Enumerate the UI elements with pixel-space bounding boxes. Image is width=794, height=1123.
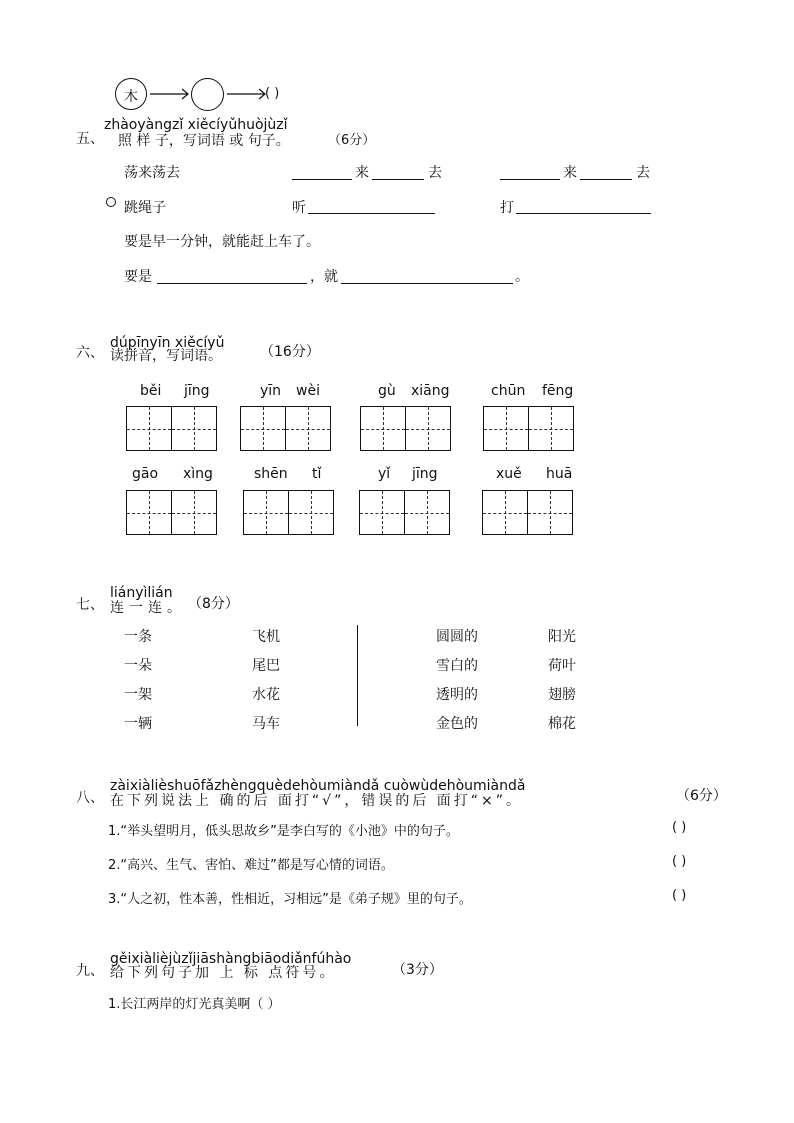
pinyin-word2-a: yīn (260, 383, 282, 399)
s5-blank-2a[interactable] (308, 213, 435, 214)
s5-blank-1a[interactable] (292, 179, 352, 180)
pinyin-word8-b: huā (546, 466, 573, 482)
s9-score: （3分） (392, 962, 443, 978)
s5-title: 照 样 子，写词语 或 句子。 (118, 133, 290, 149)
s5-lai-2: 来 (563, 165, 577, 181)
s7-leftb-4: 马车 (252, 716, 280, 732)
s8-item-1: 1.“举头望明月，低头思故乡”是李白写的《小池》中的句子。 (108, 824, 459, 839)
pinyin-word1-b: jīng (184, 383, 210, 399)
s8-pinyin: zàixiàlièshuōfǎzhèngquèdehòumiàndǎ cuòwùdehòumiàndǎ (110, 778, 526, 794)
s5-blank-1b[interactable] (372, 179, 424, 180)
arrow-2 (227, 88, 269, 100)
s7-left-3: 一架 (124, 687, 152, 703)
s8-paren-3[interactable]: ( ) (672, 888, 687, 903)
s7-left-4: 一辆 (124, 716, 152, 732)
writing-grid-shenti[interactable] (243, 490, 335, 535)
s7-score: （8分） (188, 596, 239, 612)
s5-blank-1c[interactable] (500, 179, 560, 180)
s7-right-1: 圆圆的 (436, 629, 478, 645)
s9-item-1: 1.长江两岸的灯光真美啊（ ） (108, 997, 281, 1012)
s6-pinyin: dúpīnyīn xiěcíyǔ (110, 335, 225, 351)
s5-score: （6分） (328, 133, 376, 148)
s7-right-3: 透明的 (436, 687, 478, 703)
s6-title: 读拼音，写词语。 (110, 348, 222, 364)
s8-item-2: 2.“高兴、生气、害怕、难过”都是写心情的词语。 (108, 858, 394, 873)
s5-period: 。 (515, 269, 529, 285)
s5-qu-2: 去 (636, 165, 650, 181)
writing-grid-xuehua[interactable] (482, 490, 574, 535)
s7-leftb-3: 水花 (252, 687, 280, 703)
pinyin-word3-a: gù (378, 383, 396, 399)
pinyin-word4-b: fēng (542, 383, 574, 399)
s9-pinyin: gěixiàlièjùzǐjiāshàngbiāodiǎnfúhào (110, 951, 352, 967)
bullet-circle (106, 197, 116, 207)
s7-leftb-1: 飞机 (252, 629, 280, 645)
writing-grid-yijing[interactable] (359, 490, 451, 535)
s7-rightb-3: 翅膀 (548, 687, 576, 703)
answer-paren[interactable]: ( ) (265, 86, 280, 101)
writing-grid-chunfeng[interactable] (483, 406, 575, 451)
s5-ting: 听 (292, 200, 306, 216)
s7-title: 连一连。 (110, 600, 186, 616)
s5-example-3: 要是早一分钟，就能赶上车了。 (124, 234, 320, 250)
s8-paren-1[interactable]: ( ) (672, 820, 687, 835)
arrow-1 (150, 88, 192, 100)
s7-rightb-2: 荷叶 (548, 658, 576, 674)
writing-grid-yinwei[interactable] (240, 406, 332, 451)
s5-number: 五、 (76, 131, 104, 147)
circle-mu-char: 木 (124, 89, 138, 105)
s7-right-2: 雪白的 (436, 658, 478, 674)
pinyin-word6-a: shēn (254, 466, 288, 482)
circle-blank[interactable] (191, 78, 224, 111)
s5-blank-1d[interactable] (580, 179, 632, 180)
s7-right-4: 金色的 (436, 716, 478, 732)
s5-example-1: 荡来荡去 (124, 165, 180, 181)
s5-blank-2b[interactable] (516, 213, 651, 214)
writing-grid-gaoxing[interactable] (126, 490, 218, 535)
s8-item-3: 3.“人之初，性本善，性相近，习相远”是《弟子规》里的句子。 (108, 892, 472, 907)
s5-example-2: 跳绳子 (124, 200, 166, 216)
s7-number: 七、 (76, 597, 104, 613)
pinyin-word1-a: běi (140, 383, 162, 399)
writing-grid-beijing[interactable] (126, 406, 218, 451)
s5-yaoshi: 要是 (124, 269, 152, 285)
s7-pinyin: liányìlián (110, 585, 173, 601)
s5-blank-4b[interactable] (341, 283, 513, 284)
s7-left-2: 一朵 (124, 658, 152, 674)
s9-title: 给下列句子加 上 标 点符号。 (110, 965, 337, 981)
s5-qu-1: 去 (428, 165, 442, 181)
s9-number: 九、 (76, 963, 104, 979)
s5-lai-1: 来 (355, 165, 369, 181)
s8-number: 八、 (76, 790, 104, 806)
s8-score: （6分） (676, 788, 727, 804)
pinyin-word7-b: jīng (412, 466, 438, 482)
pinyin-word2-b: wèi (296, 383, 320, 399)
pinyin-word8-a: xuě (496, 466, 522, 482)
s5-da: 打 (500, 200, 514, 216)
s7-divider (357, 625, 358, 726)
s8-title: 在下列说法上 确的后 面打“√”，错误的后 面打“×”。 (110, 793, 524, 809)
s5-blank-4a[interactable] (157, 283, 307, 284)
s7-leftb-2: 尾巴 (252, 658, 280, 674)
s5-pinyin: zhàoyàngzǐ xiěcíyǔhuòjùzǐ (104, 117, 288, 133)
pinyin-word7-a: yǐ (378, 466, 391, 482)
s5-jiu: ，就 (310, 269, 338, 285)
pinyin-word4-a: chūn (491, 383, 526, 399)
s6-score: （16分） (260, 344, 320, 360)
pinyin-word5-b: xìng (183, 466, 213, 482)
pinyin-word6-b: tǐ (312, 466, 322, 482)
pinyin-word3-b: xiāng (411, 383, 450, 399)
s6-number: 六、 (76, 345, 104, 361)
pinyin-word5-a: gāo (132, 466, 159, 482)
s7-rightb-1: 阳光 (548, 629, 576, 645)
writing-grid-guxiang[interactable] (360, 406, 452, 451)
s7-left-1: 一条 (124, 629, 152, 645)
s7-rightb-4: 棉花 (548, 716, 576, 732)
s8-paren-2[interactable]: ( ) (672, 854, 687, 869)
